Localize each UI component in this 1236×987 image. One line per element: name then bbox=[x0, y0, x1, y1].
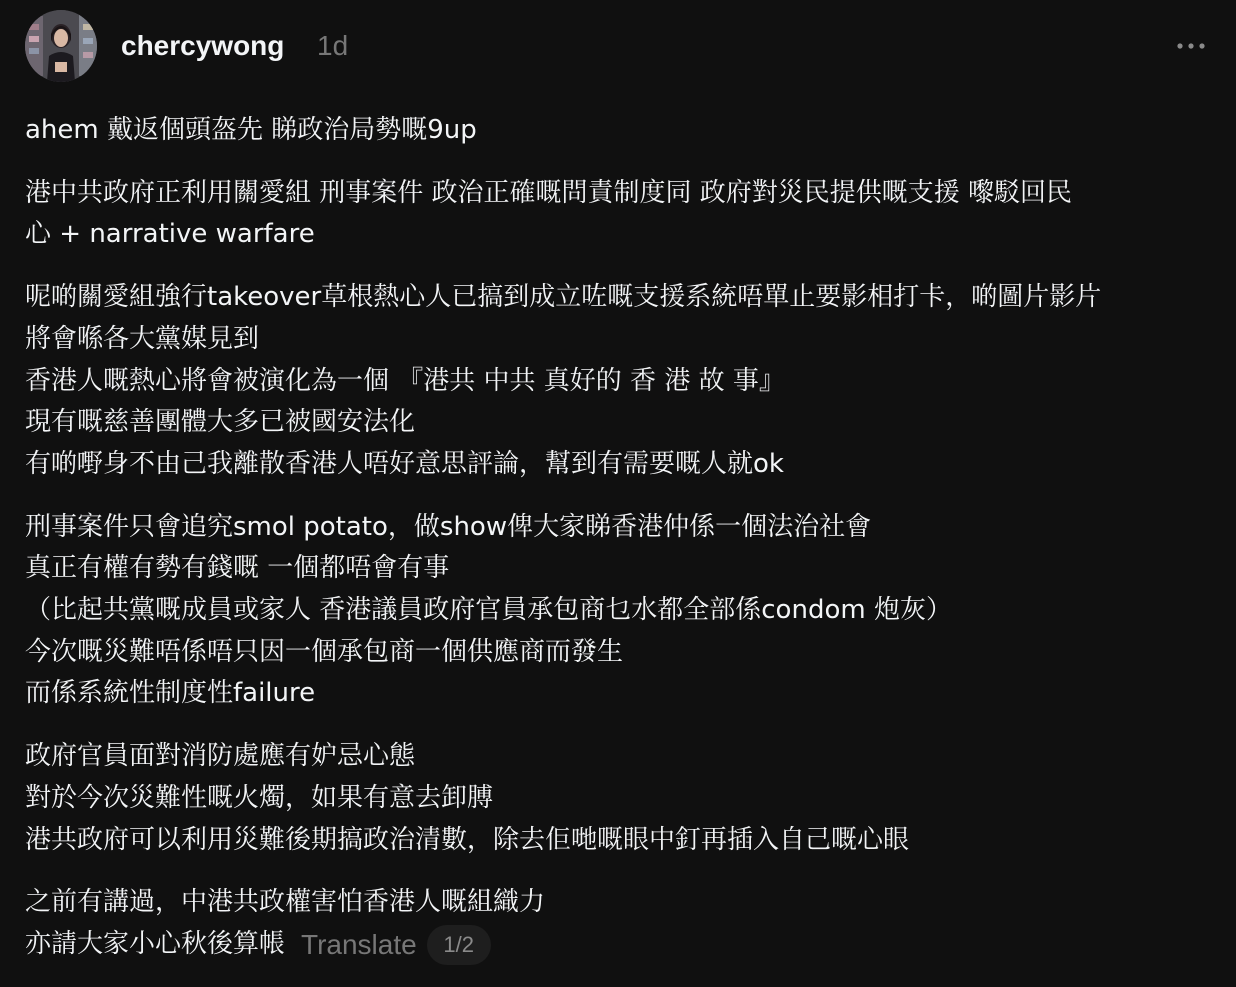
paragraph-5 bbox=[25, 736, 1215, 861]
text-line: 對於今次災難性嘅火燭，如果有意去卸膊 bbox=[25, 782, 494, 813]
username[interactable]: chercywong bbox=[121, 30, 285, 61]
text-line: 現有嘅慈善團體大多已被國安法化 bbox=[25, 407, 416, 438]
avatar[interactable] bbox=[25, 10, 97, 82]
more-horizontal-icon bbox=[1171, 32, 1211, 60]
text-line: （比起共黨嘅成員或家人 香港議員政府官員承包商乜水都全部係condom 炮灰） bbox=[25, 595, 952, 626]
page-indicator-badge[interactable]: 1/2 bbox=[427, 925, 491, 965]
text-line: 港中共政府正利用關愛組 刑事案件 政治正確嘅問責制度同 政府對災民提供嘅支援 嚟駁回民 bbox=[25, 177, 1073, 208]
text-line: 呢啲關愛組強行takeover草根熱心人已搞到成立咗嘅支援系統唔單止要影相打卡，啲圖片影片 bbox=[25, 282, 1102, 313]
more-options-button[interactable] bbox=[1171, 32, 1211, 60]
paragraph-3 bbox=[25, 277, 1215, 486]
paragraph-1 bbox=[25, 110, 1215, 152]
translate-link[interactable]: Translate bbox=[301, 928, 417, 960]
text-line: 政府官員面對消防處應有妒忌心態 bbox=[25, 741, 416, 772]
post-body bbox=[25, 110, 1215, 987]
text-line: 將會喺各大黨媒見到 bbox=[25, 323, 260, 354]
text-line: 心 + narrative warfare bbox=[25, 219, 315, 250]
text-line: 刑事案件只會追究smol potato，做show俾大家睇香港仲係一個法治社會 bbox=[25, 511, 872, 542]
post-header bbox=[25, 10, 1211, 82]
text-line: 今次嘅災難唔係唔只因一個承包商一個供應商而發生 bbox=[25, 636, 624, 667]
paragraph-2 bbox=[25, 173, 1215, 256]
text-line: 真正有權有勢有錢嘅 一個都唔會有事 bbox=[25, 553, 450, 584]
text-line: 港共政府可以利用災難後期搞政治清數，除去佢哋嘅眼中釘再插入自己嘅心眼 bbox=[25, 824, 910, 855]
text-line: 之前有講過，中港共政權害怕香港人嘅組織力 bbox=[25, 887, 546, 918]
paragraph-6 bbox=[25, 882, 1215, 965]
text-line-with-actions bbox=[25, 924, 1215, 966]
text-line: 而係系統性制度性failure bbox=[25, 678, 316, 709]
text-line: 亦請大家小心秋後算帳 bbox=[25, 928, 286, 959]
profile-photo bbox=[25, 10, 97, 82]
text-line: ahem 戴返個頭盔先 睇政治局勢嘅9up bbox=[25, 115, 477, 145]
text-line: 有啲嘢身不由己我離散香港人唔好意思評論，幫到有需要嘅人就ok bbox=[25, 448, 784, 479]
timestamp[interactable]: 1d bbox=[317, 30, 349, 61]
paragraph-4 bbox=[25, 507, 1215, 716]
text-line: 香港人嘅熱心將會被演化為一個 『港共 中共 真好的 香 港 故 事』 bbox=[25, 365, 785, 396]
